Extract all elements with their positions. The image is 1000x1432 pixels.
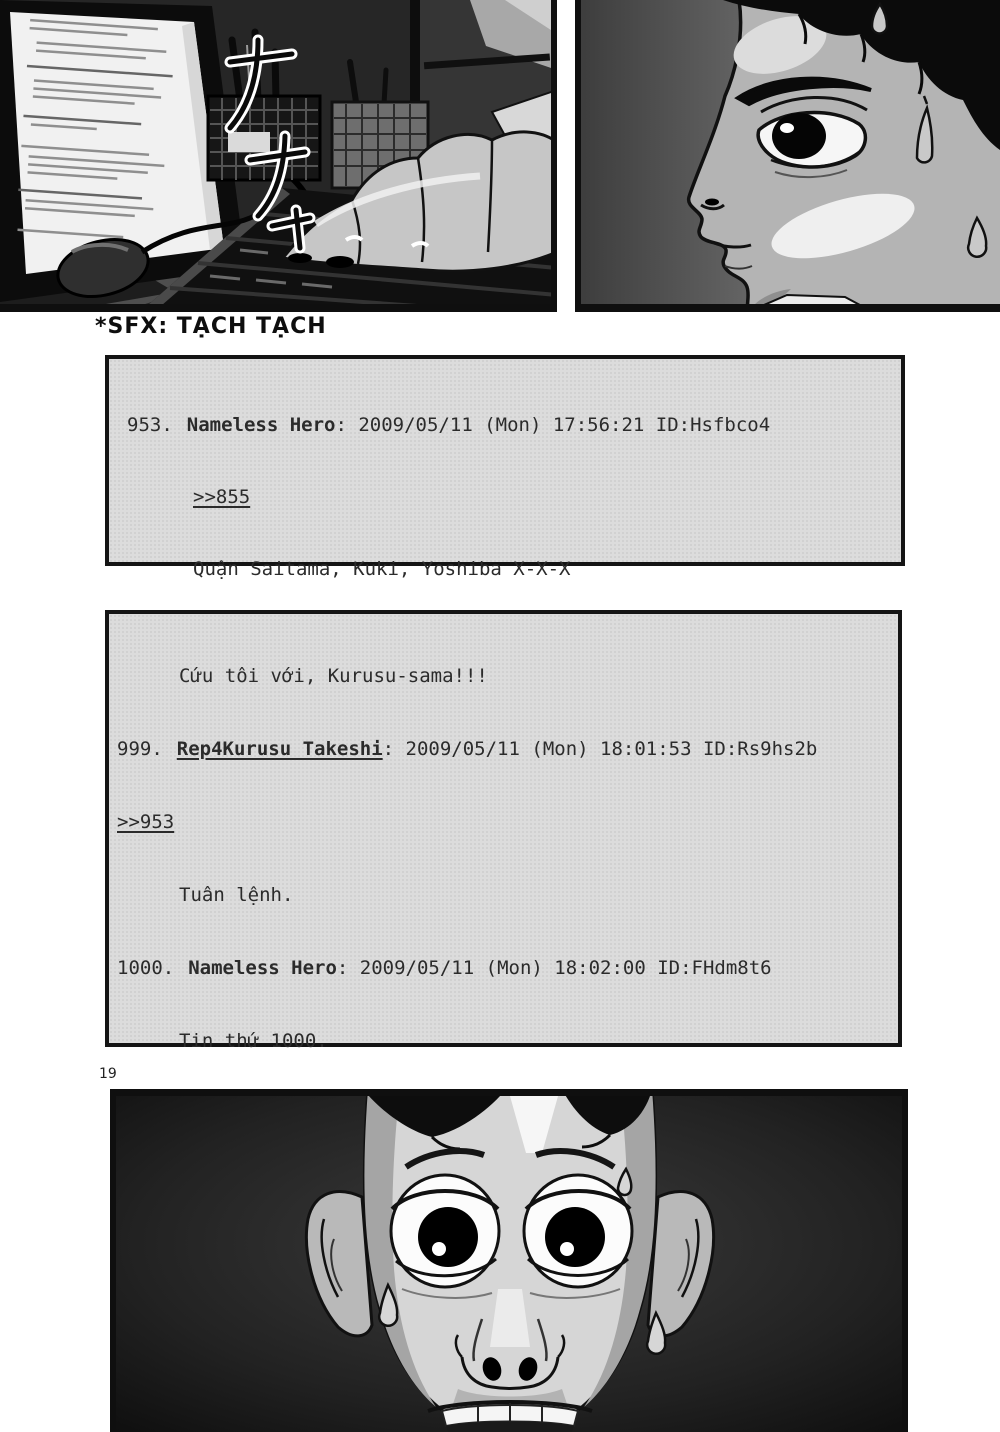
post-header — [117, 954, 888, 983]
reply-reference: >>855 — [193, 486, 251, 508]
post-number: 999. — [117, 738, 163, 760]
post-number: 953. — [127, 414, 173, 436]
post-body-line: Quận Saitama, Kuki, Yoshiba X-X-X — [193, 558, 571, 580]
panel-profile-face — [575, 0, 1000, 312]
post-number: 1000. — [117, 957, 175, 979]
post-body-line — [117, 808, 888, 837]
post-header — [127, 411, 891, 439]
typing-hands-at-computer-illustration — [0, 0, 557, 312]
post-meta: : 2009/05/11 (Mon) 17:56:21 ID:Hsfbco4 — [335, 414, 771, 436]
post-author: Nameless Hero — [186, 414, 336, 436]
bbs-post-box-2 — [105, 610, 902, 1052]
sweating-profile-face-illustration — [575, 0, 1000, 312]
sfx-caption: *SFX: TẠCH TẠCH — [95, 314, 327, 339]
reply-reference: >>953 — [117, 811, 175, 833]
post-body-line: Cứu tôi với, Kurusu-sama!!! — [179, 665, 488, 687]
post-body-line: Tin thứ 1000. — [179, 1030, 328, 1052]
post-body-line: Tuân lệnh. — [179, 884, 294, 906]
post-author: Rep4Kurusu Takeshi — [176, 738, 383, 760]
panel-shocked-face — [110, 1089, 908, 1432]
post-header — [117, 735, 888, 764]
page-number: 19 — [99, 1066, 117, 1082]
post-meta: : 2009/05/11 (Mon) 18:02:00 ID:FHdm8t6 — [336, 957, 772, 979]
post-body-line — [127, 483, 891, 511]
post-meta: : 2009/05/11 (Mon) 18:01:53 ID:Rs9hs2b — [382, 738, 818, 760]
bbs-post-box-1 — [105, 355, 905, 580]
panel-typing-at-computer — [0, 0, 557, 312]
post-author: Nameless Hero — [188, 957, 337, 979]
shocked-frontal-face-illustration — [110, 1089, 908, 1432]
